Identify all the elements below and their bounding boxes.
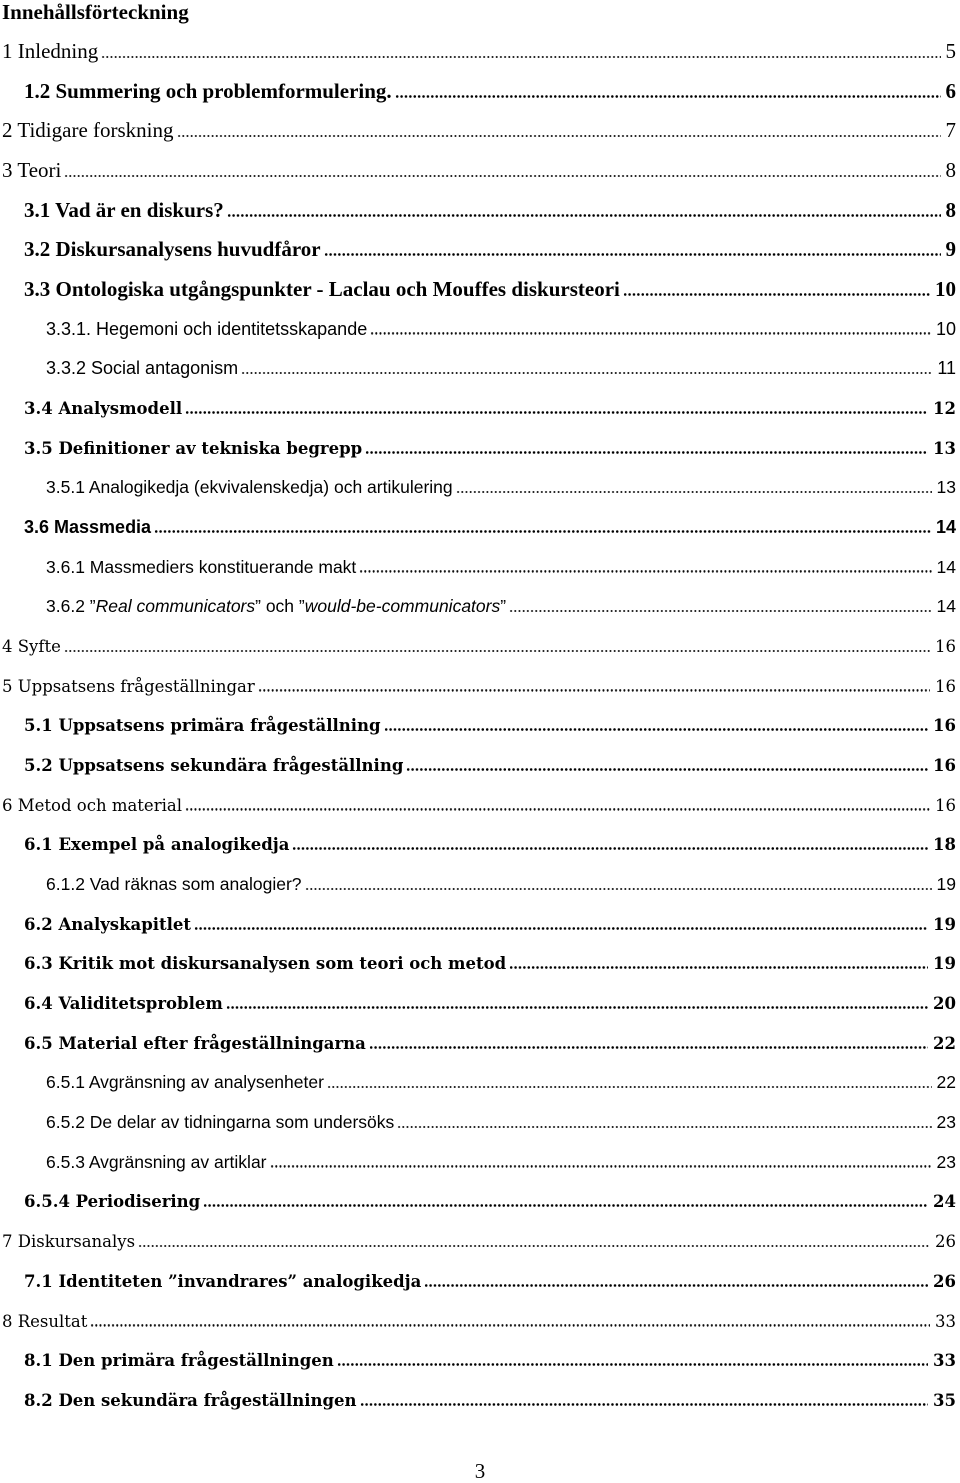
toc-entry-title: 6.5.2 De delar av tidningarna som undersöks [46, 1112, 395, 1133]
toc-entry-page: 24 [933, 1192, 956, 1212]
toc-entry[interactable] [0, 746, 956, 786]
toc-entry-page: 22 [933, 1033, 956, 1053]
dot-leader [359, 570, 931, 572]
dot-leader [226, 1006, 928, 1009]
toc-entry[interactable] [0, 429, 956, 469]
dot-leader [90, 1324, 930, 1326]
dot-leader [203, 1204, 928, 1207]
dot-leader [305, 888, 932, 890]
toc-entry-title: 6.4 Validitetsproblem [24, 994, 223, 1014]
toc-entry-page: 8 [945, 197, 956, 222]
toc-entry-title: 5 Uppsatsens frågeställningar [2, 676, 255, 696]
toc-entry-title: 3 Teori [2, 158, 62, 183]
toc-entry-page: 19 [933, 954, 956, 974]
toc-entry[interactable] [0, 1222, 956, 1262]
dot-leader [327, 1086, 932, 1088]
toc-entry-page: 7 [945, 118, 956, 143]
dot-leader [270, 1165, 932, 1167]
toc-entry-title: 6.2 Analyskapitlet [24, 914, 192, 934]
toc-entry-title: 6.3 Kritik mot diskursanalysen som teori och metod [24, 954, 507, 974]
dot-leader [370, 332, 931, 334]
dot-leader [337, 1363, 928, 1366]
toc-entry-title: 5.2 Uppsatsens sekundära frågeställning [24, 756, 404, 776]
dot-leader [154, 530, 931, 533]
toc-entry-title: 4 Syfte [2, 637, 61, 657]
toc-entry-page: 23 [936, 1151, 956, 1172]
toc-entry-page: 19 [933, 914, 956, 934]
dot-leader [365, 451, 928, 454]
toc-entry-page: 13 [933, 438, 956, 458]
toc-entry-page: 14 [936, 596, 956, 617]
toc-entry-title: 3.1 Vad är en diskurs? [24, 197, 224, 222]
toc-entry[interactable] [0, 32, 956, 72]
toc-entry-title: 3.3 Ontologiska utgångspunkter - Laclau och Mouffes diskursteori [24, 277, 620, 302]
toc-entry-page: 11 [937, 358, 956, 379]
toc-entry-title: 7.1 Identiteten ”invandrares” analogikedja [24, 1271, 422, 1291]
toc-entry-page: 10 [935, 318, 956, 339]
dot-leader [623, 293, 930, 296]
toc-entry-page: 23 [936, 1112, 956, 1133]
toc-entry-title-italic: would-be-communicators [304, 596, 501, 617]
toc-entry-page: 10 [935, 277, 956, 302]
toc-heading: Innehållsförteckning [2, 0, 189, 24]
dot-leader [360, 1403, 929, 1406]
toc-entry[interactable] [0, 1341, 956, 1381]
toc-entry-page: 13 [936, 477, 956, 498]
toc-entry-title: 8.2 Den sekundära frågeställningen [24, 1390, 357, 1410]
toc-entry-title: 1.2 Summering och problemformulering. [24, 78, 392, 103]
toc-entry-title-italic: Real communicators [95, 596, 256, 617]
dot-leader [292, 847, 928, 850]
toc-entry[interactable] [0, 1143, 956, 1183]
toc-entry[interactable] [0, 111, 956, 151]
toc-entry-title: 3.4 Analysmodell [24, 399, 183, 419]
page-number: 3 [474, 1459, 486, 1483]
toc-entry[interactable] [0, 1063, 956, 1103]
toc-entry-title: 3.2 Diskursanalysens huvudfåror [24, 237, 321, 262]
toc-entry-title: 8.1 Den primära frågeställningen [24, 1351, 334, 1371]
toc-entry-title: 6 Metod och material [2, 795, 182, 815]
toc-entry-page: 35 [933, 1390, 956, 1410]
dot-leader [456, 491, 932, 493]
dot-leader [227, 214, 941, 217]
toc-entry[interactable] [0, 1302, 956, 1342]
toc-entry-title: 5.1 Uppsatsens primära frågeställning [24, 716, 381, 736]
toc-entry-title: 1 Inledning [2, 39, 99, 63]
toc-entry[interactable] [0, 1103, 956, 1143]
toc-entry[interactable] [0, 667, 956, 707]
toc-entry-page: 6 [945, 78, 956, 103]
dot-leader [424, 1284, 928, 1287]
toc-entry[interactable] [0, 627, 956, 667]
toc-entry-title: 6.1.2 Vad räknas som analogier? [46, 874, 302, 895]
dot-leader [241, 372, 932, 374]
dot-leader [194, 927, 928, 930]
dot-leader [138, 1245, 930, 1247]
dot-leader [509, 966, 928, 969]
toc-entry-page: 14 [936, 556, 956, 577]
toc-entry[interactable] [0, 786, 956, 826]
toc-entry-title: 6.5.1 Avgränsning av analysenheter [46, 1072, 324, 1093]
dot-leader [406, 768, 928, 771]
toc-entry-page: 12 [933, 399, 956, 419]
toc-entry[interactable] [0, 508, 956, 548]
toc-entry[interactable] [0, 706, 956, 746]
dot-leader [185, 411, 928, 414]
toc-entry[interactable] [0, 389, 956, 429]
toc-entry-title-middle: ” och ” [255, 596, 305, 617]
dot-leader [101, 56, 940, 58]
toc-entry-page: 19 [936, 874, 956, 895]
toc-entry[interactable] [0, 151, 956, 191]
toc-entry-title: 3.3.2 Social antagonism [46, 358, 239, 379]
toc-entry-page: 9 [945, 237, 956, 262]
toc-entry[interactable] [0, 270, 956, 310]
toc-entry-title: 3.5 Definitioner av tekniska begrepp [24, 438, 363, 458]
dot-leader [395, 95, 941, 98]
toc-entry-title [46, 587, 506, 627]
toc-entry[interactable] [0, 72, 956, 112]
dot-leader [258, 689, 930, 691]
toc-entry-page: 33 [933, 1351, 956, 1371]
toc-entry[interactable] [0, 865, 956, 905]
toc-entry[interactable] [0, 230, 956, 270]
toc-entry-title: 2 Tidigare forskning [2, 118, 174, 143]
toc-entry-title: 6.5.3 Avgränsning av artiklar [46, 1151, 267, 1172]
dot-leader [397, 1126, 931, 1128]
toc-entry[interactable] [0, 1381, 956, 1421]
toc-entry-page: 14 [935, 517, 956, 538]
dot-leader [177, 135, 941, 137]
table-of-contents [0, 32, 956, 1421]
dot-leader [185, 808, 930, 810]
toc-entry-title: 6.5 Material efter frågeställningarna [24, 1033, 366, 1053]
dot-leader [509, 610, 931, 612]
dot-leader [64, 175, 940, 177]
toc-entry-page: 16 [935, 795, 956, 815]
toc-entry-page: 16 [933, 716, 956, 736]
toc-entry-title: 6.5.4 Periodisering [24, 1192, 201, 1212]
dot-leader [324, 253, 941, 256]
toc-entry-page: 18 [933, 835, 956, 855]
toc-entry[interactable] [0, 944, 956, 984]
toc-entry-page: 16 [933, 756, 956, 776]
toc-entry-title: 6.1 Exempel på analogikedja [24, 835, 290, 855]
toc-entry-title: 3.5.1 Analogikedja (ekvivalenskedja) och artikulering [46, 477, 453, 498]
dot-leader [64, 650, 930, 652]
toc-entry[interactable] [0, 905, 956, 945]
toc-entry-page: 26 [935, 1232, 956, 1252]
toc-entry-page: 22 [936, 1072, 956, 1093]
toc-entry-page: 16 [935, 676, 956, 696]
toc-entry-title: 8 Resultat [2, 1311, 88, 1331]
dot-leader [369, 1046, 928, 1049]
toc-entry-title: 3.6 Massmedia [24, 517, 152, 538]
toc-entry[interactable] [0, 349, 956, 389]
toc-entry[interactable] [0, 548, 956, 588]
toc-entry-page: 8 [945, 158, 956, 183]
toc-entry[interactable] [0, 587, 956, 627]
toc-entry[interactable] [0, 1024, 956, 1064]
toc-entry-title-suffix: ” [500, 596, 507, 617]
toc-entry-title: 3.6.1 Massmediers konstituerande makt [46, 556, 357, 577]
toc-entry[interactable] [0, 825, 956, 865]
toc-entry[interactable] [0, 191, 956, 231]
toc-entry[interactable] [0, 310, 956, 350]
toc-entry-page: 5 [945, 39, 956, 63]
toc-entry-page: 33 [935, 1311, 956, 1331]
toc-entry-page: 16 [935, 637, 956, 657]
toc-entry-page: 26 [933, 1271, 956, 1291]
dot-leader [384, 728, 928, 731]
toc-entry-title: 3.3.1. Hegemoni och identitetsskapande [46, 318, 368, 339]
toc-entry[interactable] [0, 984, 956, 1024]
toc-entry[interactable] [0, 468, 956, 508]
toc-entry[interactable] [0, 1262, 956, 1302]
toc-entry-title: 7 Diskursanalys [2, 1232, 136, 1252]
toc-entry-title-prefix: 3.6.2 ” [46, 596, 96, 617]
toc-entry-page: 20 [933, 994, 956, 1014]
toc-entry[interactable] [0, 1182, 956, 1222]
